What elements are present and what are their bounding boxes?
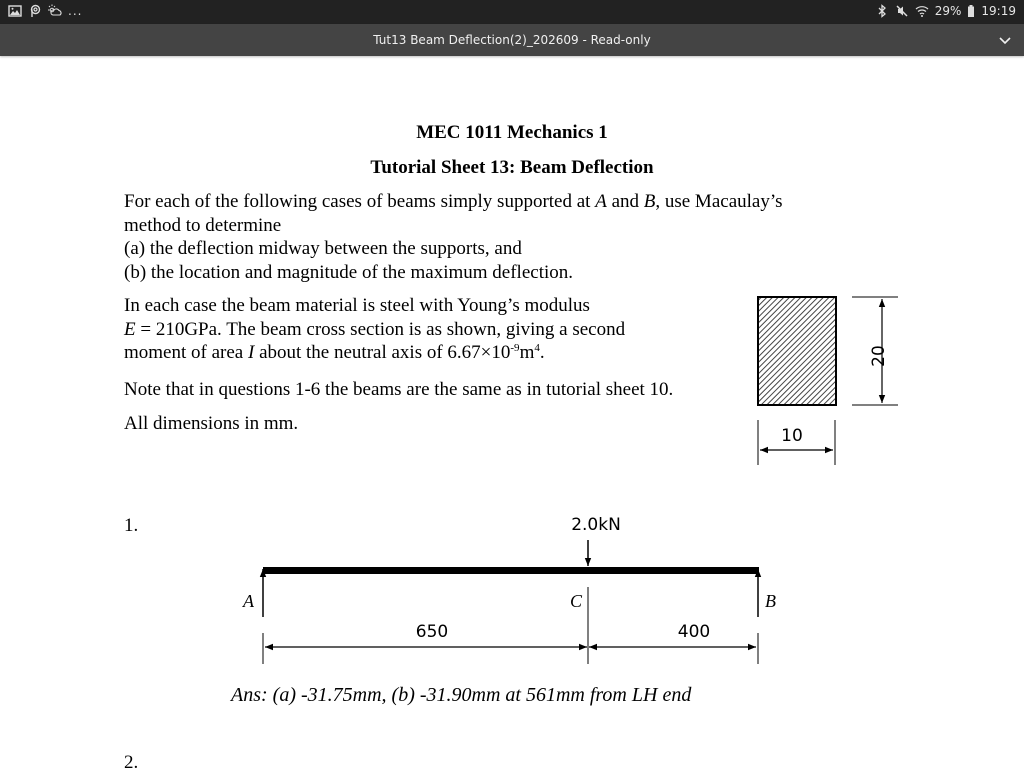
battery-percent: 29% <box>934 4 962 18</box>
support-a-label: A <box>243 591 254 611</box>
dimension-400-label: 400 <box>677 622 711 642</box>
sheet-title: Tutorial Sheet 13: Beam Deflection <box>370 157 654 178</box>
question-1-answer: Ans: (a) -31.75mm, (b) -31.90mm at 561mm from LH end <box>231 684 692 706</box>
question-1-number: 1. <box>124 515 139 536</box>
support-b-label: B <box>765 591 776 611</box>
cross-section-diagram <box>758 297 898 465</box>
beam <box>263 567 759 574</box>
units-note: All dimensions in mm. <box>124 413 299 434</box>
course-title: MEC 1011 Mechanics 1 <box>416 122 608 143</box>
dimension-650-label: 650 <box>415 622 449 642</box>
question-2-number: 2. <box>124 752 139 768</box>
width-label: 10 <box>781 426 803 446</box>
document-title: Tut13 Beam Deflection(2)_202609 - Read-only <box>373 33 651 47</box>
cross-section-rect <box>758 297 836 405</box>
intro-paragraph: For each of the following cases of beams simply supported at A and B, use Macaulay’s method to determine (a) the deflection midway between the supports, and (b) the location and magnitude of the maximum deflection. <box>124 191 783 283</box>
beam-diagram <box>242 515 776 664</box>
note-paragraph: Note that in questions 1-6 the beams are the same as in tutorial sheet 10. <box>124 379 674 400</box>
point-c-label: C <box>570 591 583 611</box>
clock: 19:19 <box>981 4 1016 18</box>
status-overflow: ... <box>68 4 83 18</box>
height-label: 20 <box>869 345 889 367</box>
load-label: 2.0kN <box>571 515 621 535</box>
material-paragraph: In each case the beam material is steel with Young’s modulus E = 210GPa. The beam cross section is as shown, giving a second moment of area I about the neutral axis of $6.67\times 10^{-9}m^4$. <box>124 295 626 363</box>
